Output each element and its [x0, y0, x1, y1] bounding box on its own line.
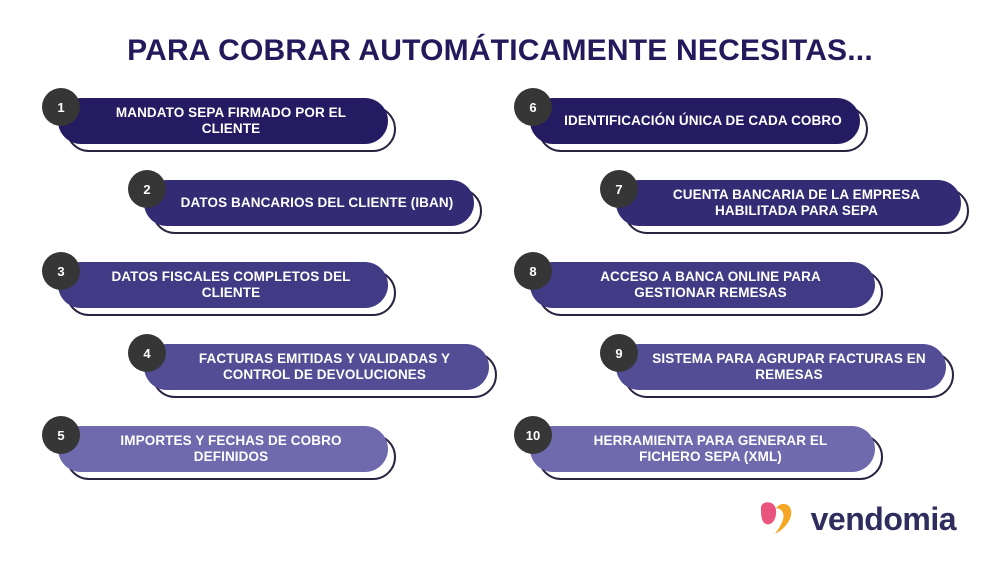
requirement-label: FACTURAS EMITIDAS Y VALIDADAS Y CONTROL DE DEVOLUCIONES [198, 351, 451, 382]
step-number-badge: 2 [128, 170, 166, 208]
brand-name: vendomia [810, 500, 956, 537]
step-number-badge: 6 [514, 88, 552, 126]
right-column [512, 88, 982, 498]
requirement-label: DATOS BANCARIOS DEL CLIENTE (IBAN) [180, 195, 454, 211]
requirement-row [512, 88, 982, 170]
requirement-pill [58, 426, 388, 472]
requirement-pill [144, 344, 489, 390]
requirement-row [40, 252, 510, 334]
pill-body [616, 344, 946, 390]
pill-body [530, 98, 860, 144]
requirement-pill [530, 262, 875, 308]
pill-body [144, 344, 489, 390]
requirement-label: ACCESO A BANCA ONLINE PARA GESTIONAR REMESAS [600, 269, 821, 300]
requirement-row [40, 416, 510, 498]
step-number-badge: 8 [514, 252, 552, 290]
requirement-label: IMPORTES Y FECHAS DE COBRO DEFINIDOS [120, 433, 342, 464]
step-number-badge: 3 [42, 252, 80, 290]
requirement-label: SISTEMA PARA AGRUPAR FACTURAS EN REMESAS [652, 351, 926, 382]
step-number-badge: 5 [42, 416, 80, 454]
requirement-row [40, 334, 510, 416]
requirement-pill [58, 98, 388, 144]
step-number-badge: 1 [42, 88, 80, 126]
step-number-badge: 9 [600, 334, 638, 372]
requirement-pill [58, 262, 388, 308]
requirement-label: IDENTIFICACIÓN ÚNICA DE CADA COBRO [564, 113, 842, 129]
brand-logo [755, 496, 956, 542]
requirement-pill [530, 98, 860, 144]
pill-body [58, 262, 388, 308]
step-number-badge: 7 [600, 170, 638, 208]
heart-swirl-icon [755, 496, 801, 542]
requirement-pill [144, 180, 474, 226]
requirement-label: MANDATO SEPA FIRMADO POR EL CLIENTE [115, 105, 347, 136]
requirement-label: CUENTA BANCARIA DE LA EMPRESA HABILITADA PARA SEPA [672, 187, 921, 218]
requirement-row [40, 170, 510, 252]
requirement-row [512, 416, 982, 498]
pill-body [58, 426, 388, 472]
requirement-row [512, 334, 982, 416]
step-number-badge: 10 [514, 416, 552, 454]
requirement-pill [616, 344, 946, 390]
pill-body [616, 180, 961, 226]
pill-body [144, 180, 474, 226]
requirement-row [40, 88, 510, 170]
left-column [40, 88, 510, 498]
step-number-badge: 4 [128, 334, 166, 372]
requirement-row [512, 252, 982, 334]
pill-body [530, 262, 875, 308]
requirement-pill [530, 426, 875, 472]
pill-body [530, 426, 875, 472]
requirement-label: DATOS FISCALES COMPLETOS DEL CLIENTE [111, 269, 351, 300]
requirement-pill [616, 180, 961, 226]
pill-body [58, 98, 388, 144]
requirement-row [512, 170, 982, 252]
page-title: PARA COBRAR AUTOMÁTICAMENTE NECESITAS... [127, 34, 873, 67]
requirement-label: HERRAMIENTA PARA GENERAR EL FICHERO SEPA (XML) [593, 433, 828, 464]
